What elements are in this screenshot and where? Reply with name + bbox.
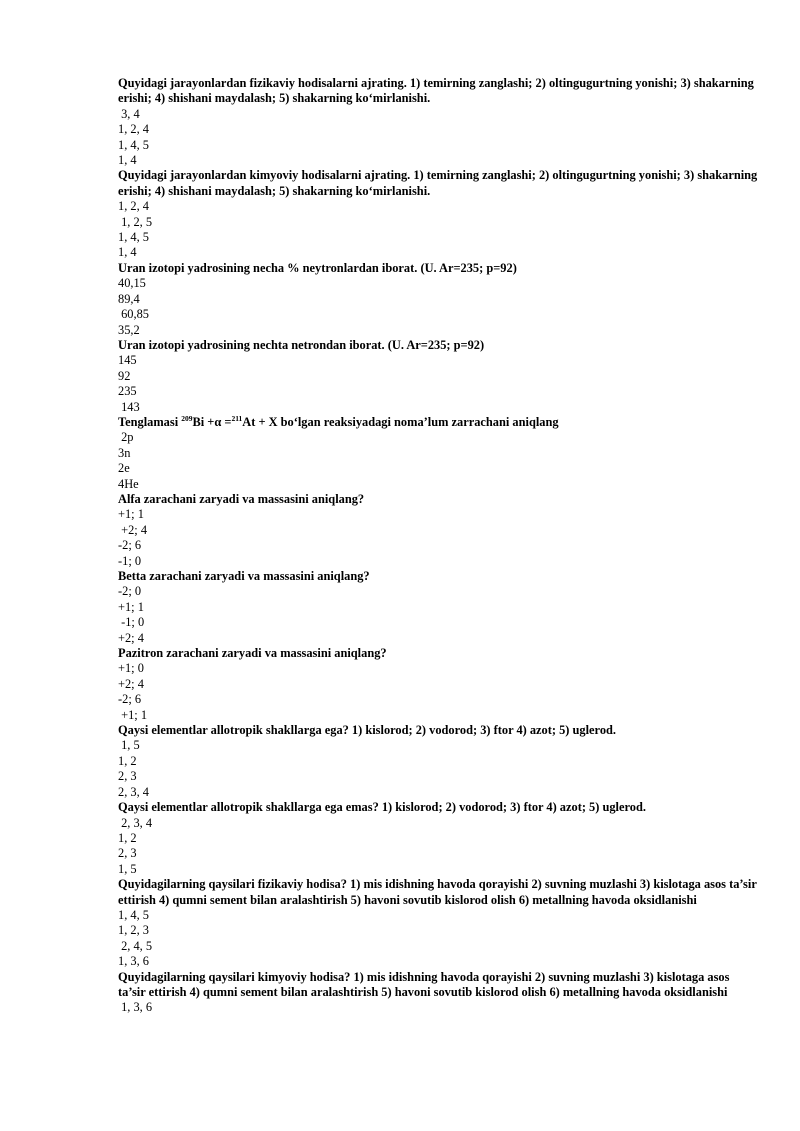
question-4: Uran izotopi yadrosining nechta netrondan iborat. (U. Ar=235; p=92) [118,337,485,352]
question-5 [118,415,758,430]
q5-bi-mass-number: 209 [181,413,193,423]
q5-option-2: 3n [118,445,131,460]
q2-option-1: 1, 2, 4 [118,199,149,214]
question-11: Quyidagilarning qaysilari fizikaviy hodisa? 1) mis idishning havoda qorayishi 2) suvning muzlashi 3) kislotaga asos ta’sir ettirish 4) qumni sement bilan aralashtirish 5) havoni sovutib kislorod olish 6) metallning havoda oksidlanishi [118,877,757,907]
q6-option-1: +1; 1 [118,507,144,522]
question-8: Pazitron zarachani zaryadi va massasini aniqlang? [118,646,387,661]
q6-option-2: +2; 4 [118,522,148,537]
question-7: Betta zarachani zaryadi va massasini aniqlang? [118,569,370,583]
q3-option-4: 35,2 [118,322,140,337]
q11-option-2: 1, 2, 3 [118,923,149,938]
document-page [118,76,758,1016]
q12-option-1: 1, 3, 6 [118,1000,153,1015]
q5-option-3: 2e [118,461,130,476]
q7-option-3: -1; 0 [118,615,145,630]
q8-option-2: +2; 4 [118,676,144,691]
q2-option-4: 1, 4 [118,245,137,260]
q1-option-2: 1, 2, 4 [118,122,149,137]
q5-at-mass-number: 211 [231,413,243,423]
q3-option-2: 89,4 [118,291,140,306]
q4-option-1: 145 [118,353,137,368]
q2-option-3: 1, 4, 5 [118,230,149,245]
question-3: Uran izotopi yadrosining necha % neytronlardan iborat. (U. Ar=235; p=92) [118,260,517,275]
q7-option-2: +1; 1 [118,599,144,614]
q8-option-1: +1; 0 [118,661,144,676]
q3-option-3: 60,85 [118,307,149,322]
q1-option-3: 1, 4, 5 [118,137,149,152]
q4-option-2: 92 [118,368,131,383]
question-1: Quyidagi jarayonlardan fizikaviy hodisalarni ajrating. 1) temirning zanglashi; 2) oltingugurtning yonishi; 3) shakarning erishi; 4) shishani maydalash; 5) shakarning ko‘mirlanishi. [118,76,754,106]
q5-option-1: 2p [118,430,134,445]
q10-option-1: 2, 3, 4 [118,815,153,830]
q7-option-1: -2; 0 [118,584,142,599]
q11-option-3: 2, 4, 5 [118,938,153,953]
q6-option-3: -2; 6 [118,538,142,553]
q4-option-3: 235 [118,384,137,399]
question-2: Quyidagi jarayonlardan kimyoviy hodisalarni ajrating. 1) temirning zanglashi; 2) oltingugurtning yonishi; 3) shakarning erishi; 4) shishani maydalash; 5) shakarning ko‘mirlanishi. [118,168,758,198]
q5-middle: Bi +α = [192,414,232,429]
q9-option-1: 1, 5 [118,738,140,753]
question-6: Alfa zarachani zaryadi va massasini aniqlang? [118,491,365,506]
q11-option-1: 1, 4, 5 [118,907,149,922]
q6-option-4: -1; 0 [118,553,142,568]
question-12: Quyidagilarning qaysilari kimyoviy hodisa? 1) mis idishning havoda qorayishi 2) suvning muzlashi 3) kislotaga asos ta’sir ettirish 4) qumni sement bilan aralashtirish 5) havoni sovutib kislorod olish 6) metallning havoda oksidlanishi [118,969,730,999]
q9-option-4: 2, 3, 4 [118,784,149,799]
q1-option-4: 1, 4 [118,153,137,168]
question-9: Qaysi elementlar allotropik shakllarga ega? 1) kislorod; 2) vodorod; 3) ftor 4) azot; 5) uglerod. [118,723,617,738]
q5-option-4: 4He [118,476,139,491]
q2-option-2: 1, 2, 5 [118,214,153,229]
q10-option-4: 1, 5 [118,861,137,876]
q5-prefix: Tenglamasi [118,414,182,429]
q8-option-3: -2; 6 [118,692,142,707]
q10-option-2: 1, 2 [118,830,137,845]
q8-option-4: +1; 1 [118,707,148,722]
q7-option-4: +2; 4 [118,630,144,645]
q10-option-3: 2, 3 [118,846,137,861]
q4-option-4: 143 [118,399,140,414]
question-10: Qaysi elementlar allotropik shakllarga ega emas? 1) kislorod; 2) vodorod; 3) ftor 4) azot; 5) uglerod. [118,800,646,815]
q9-option-3: 2, 3 [118,769,137,784]
q1-option-1: 3, 4 [118,106,140,121]
q9-option-2: 1, 2 [118,753,137,768]
q5-suffix: At + X bo‘lgan reaksiyadagi noma’lum zarrachani aniqlang [242,414,559,429]
q11-option-4: 1, 3, 6 [118,954,149,969]
q3-option-1: 40,15 [118,276,146,291]
